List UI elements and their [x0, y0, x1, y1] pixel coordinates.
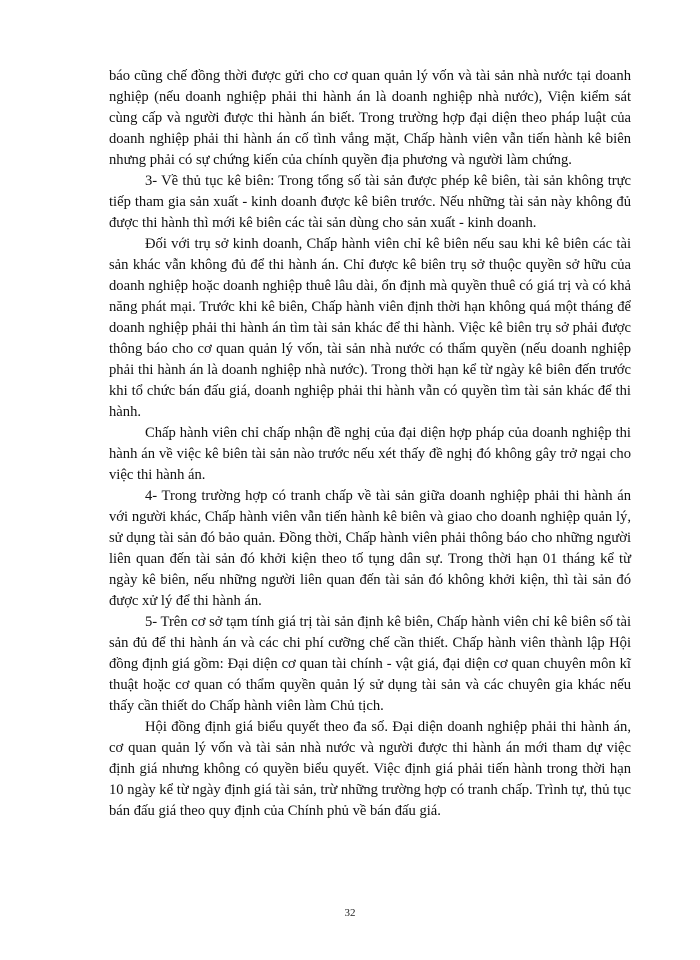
page-number: 32	[344, 907, 356, 919]
paragraph-business-premises: Đối với trụ sở kinh doanh, Chấp hành viên chỉ kê biên nếu sau khi kê biên các tài sản khác vẫn không đủ để thi hành án. Chỉ được kê biên trụ sở thuộc quyền sở hữu của doanh nghiệp hoặc doanh nghiệp thuê lâu dài, ổn định mà quyền thuê có giá trị và có khả năng phát mại. Trước khi kê biên, Chấp hành viên định thời hạn không quá một tháng để doanh nghiệp phải thi hành án tìm tài sản khác để thi hành. Việc kê biên trụ sở phải được thông báo cho cơ quan quản lý vốn, tài sản nhà nước có thẩm quyền (nếu doanh nghiệp phải thi hành án là doanh nghiệp nhà nước). Trong thời hạn kể từ ngày kê biên đến trước khi tổ chức bán đấu giá, doanh nghiệp phải thi hành vẫn có quyền tìm tài sản khác để thi hành.	[109, 236, 631, 420]
paragraph-valuation-council: 5- Trên cơ sở tạm tính giá trị tài sản định kê biên, Chấp hành viên chỉ kê biên số tài sản đủ để thi hành án và các chi phí cưỡng chế cần thiết. Chấp hành viên thành lập Hội đồng định giá gồm: Đại diện cơ quan tài chính - vật giá, đại diện cơ quan chuyên môn kĩ thuật hoặc cơ quan có thẩm quyền quản lý sử dụng tài sản và các chuyên gia khác nếu thấy cần thiết do Chấp hành viên làm Chủ tịch.	[109, 614, 631, 714]
paragraph-council-vote: Hội đồng định giá biểu quyết theo đa số. Đại diện doanh nghiệp phải thi hành án, cơ quan quản lý vốn và tài sản nhà nước và người được thi hành án mới tham dự việc định giá nhưng không có quyền biểu quyết. Việc định giá phải tiến hành trong thời hạn 10 ngày kể từ ngày định giá tài sản, trừ những trường hợp có tranh chấp. Trình tự, thủ tục bán đấu giá theo quy định của Chính phủ về bán đấu giá.	[109, 719, 631, 819]
paragraph-continuation: báo cũng chế đồng thời được gửi cho cơ quan quản lý vốn và tài sản nhà nước tại doanh nghiệp (nếu doanh nghiệp phải thi hành án là doanh nghiệp nhà nước), Viện kiểm sát cùng cấp và người được thi hành án biết. Trong trường hợp đại diện theo pháp luật của doanh nghiệp phải thi hành án cố tình vắng mặt, Chấp hành viên vẫn tiến hành kê biên nhưng phải có sự chứng kiến của chính quyền địa phương và người làm chứng.	[109, 68, 631, 168]
paragraph-asset-dispute: 4- Trong trường hợp có tranh chấp về tài sản giữa doanh nghiệp phải thi hành án với người khác, Chấp hành viên vẫn tiến hành kê biên và giao cho doanh nghiệp quản lý, sử dụng tài sản đó bảo quản. Đồng thời, Chấp hành viên phải thông báo cho những người liên quan đến tài sản đó khởi kiện theo tố tụng dân sự. Trong thời hạn 01 tháng kể từ ngày kê biên, nếu những người liên quan đến tài sản đó không khởi kiện, thì tài sản đó được xử lý để thi hành án.	[109, 488, 631, 609]
body-text	[109, 66, 631, 822]
paragraph-proposal-acceptance: Chấp hành viên chỉ chấp nhận đề nghị của đại diện hợp pháp của doanh nghiệp thi hành án về việc kê biên tài sản nào trước nếu xét thấy đề nghị đó không gây trở ngại cho việc thi hành án.	[109, 425, 631, 483]
paragraph-seizure-procedure: 3- Về thủ tục kê biên: Trong tổng số tài sản được phép kê biên, tài sản không trực tiếp tham gia sản xuất - kinh doanh được kê biên trước. Nếu những tài sản này không đủ được thi hành thì mới kê biên các tài sản dùng cho sản xuất - kinh doanh.	[109, 173, 631, 231]
